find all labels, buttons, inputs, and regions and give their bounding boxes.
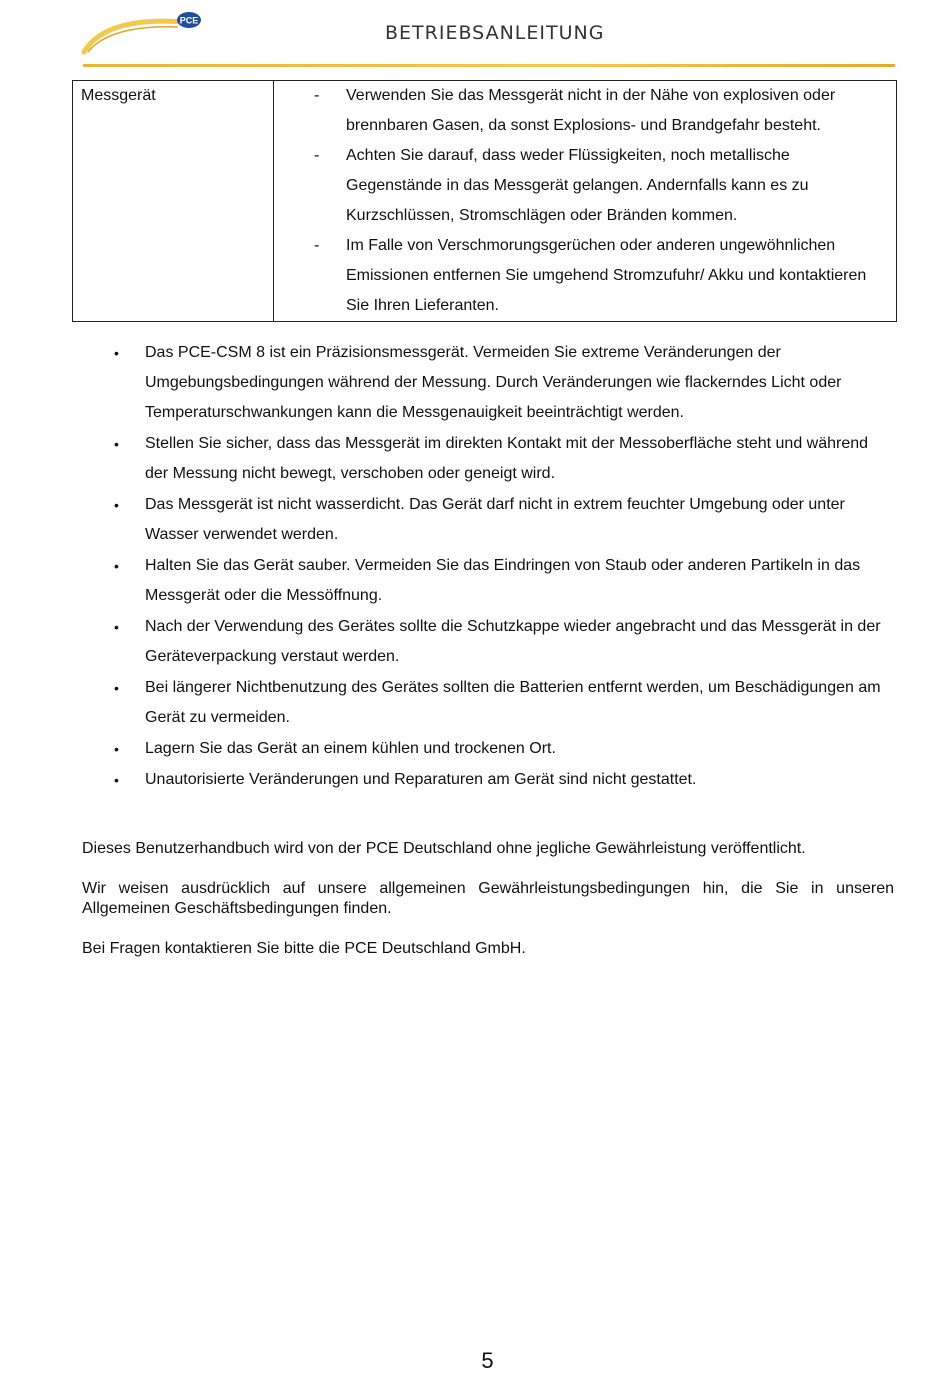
dash-marker: - [314, 147, 320, 164]
list-item-text: Verwenden Sie das Messgerät nicht in der Nähe von explosiven oder brennbaren Gasen, da sonst Explosions- und Brandgefahr besteht. [346, 87, 836, 134]
table-content-cell [274, 81, 897, 322]
document-title: BETRIEBSANLEITUNG [385, 22, 605, 44]
list-item-text: Das PCE-CSM 8 ist ein Präzisionsmessgerät. Vermeiden Sie extreme Veränderungen der Umgebungsbedingungen während der Messung. Durch Veränderungen wie flackerndes Licht oder Temperaturschwankungen kann die Messgenauigkeit beeinträchtigt werden. [145, 344, 842, 421]
list-item-text: Bei längerer Nichtbenutzung des Gerätes sollten die Batterien entfernt werden, um Beschädigungen am Gerät zu vermeiden. [145, 679, 881, 726]
page-header [0, 0, 950, 72]
safety-table [72, 80, 897, 322]
bullet-icon: • [114, 741, 119, 757]
warranty-paragraph: Wir weisen ausdrücklich auf unsere allgemeinen Gewährleistungsbedingungen hin, die Sie in unseren Allgemeinen Geschäftsbedingungen finden. [82, 880, 894, 917]
list-item [112, 490, 882, 550]
contact-paragraph: Bei Fragen kontaktieren Sie bitte die PCE Deutschland GmbH. [82, 940, 526, 957]
list-item [112, 765, 882, 795]
list-item-text: Nach der Verwendung des Gerätes sollte die Schutzkappe wieder angebracht und das Messgerät in der Geräteverpackung verstaut werden. [145, 618, 881, 665]
pce-logo [78, 8, 208, 58]
list-item [314, 231, 886, 321]
list-item [112, 612, 882, 672]
list-item [112, 673, 882, 733]
header-divider [83, 64, 895, 67]
bullet-icon: • [114, 619, 119, 635]
svg-text:PCE: PCE [179, 15, 199, 26]
safety-bullet-list [112, 338, 882, 796]
list-item-text: Das Messgerät ist nicht wasserdicht. Das Gerät darf nicht in extrem feuchter Umgebung oder unter Wasser verwendet werden. [145, 496, 845, 543]
bullet-icon: • [114, 436, 119, 452]
bullet-icon: • [114, 345, 119, 361]
list-item-text: Achten Sie darauf, dass weder Flüssigkeiten, noch metallische Gegenstände in das Messgerät gelangen. Andernfalls kann es zu Kurzschlüssen, Stromschlägen oder Bränden kommen. [346, 147, 809, 224]
list-item [112, 338, 882, 428]
dash-marker: - [314, 87, 320, 104]
list-item-text: Stellen Sie sicher, dass das Messgerät im direkten Kontakt mit der Messoberfläche steht und während der Messung nicht bewegt, verschoben oder geneigt wird. [145, 435, 869, 482]
list-item [112, 734, 882, 764]
table-label-cell: Messgerät [73, 81, 274, 322]
list-item [112, 551, 882, 611]
table-row [73, 81, 897, 322]
list-item [314, 141, 886, 231]
bullet-icon: • [114, 772, 119, 788]
list-item-text: Lagern Sie das Gerät an einem kühlen und trockenen Ort. [145, 740, 556, 757]
list-item [112, 429, 882, 489]
page-number: 5 [481, 1348, 494, 1373]
dash-marker: - [314, 237, 320, 254]
list-item-text: Unautorisierte Veränderungen und Reparaturen am Gerät sind nicht gestattet. [145, 771, 697, 788]
list-item-text: Im Falle von Verschmorungsgerüchen oder anderen ungewöhnlichen Emissionen entfernen Sie umgehend Stromzufuhr/ Akku und kontaktieren Sie Ihren Lieferanten. [346, 237, 867, 314]
bullet-icon: • [114, 558, 119, 574]
list-item-text: Halten Sie das Gerät sauber. Vermeiden Sie das Eindringen von Staub oder anderen Partikeln in das Messgerät oder die Messöffnung. [145, 557, 861, 604]
bullet-icon: • [114, 497, 119, 513]
list-item [314, 81, 886, 141]
bullet-icon: • [114, 680, 119, 696]
disclaimer-paragraph: Dieses Benutzerhandbuch wird von der PCE Deutschland ohne jegliche Gewährleistung veröffentlicht. [82, 840, 806, 857]
